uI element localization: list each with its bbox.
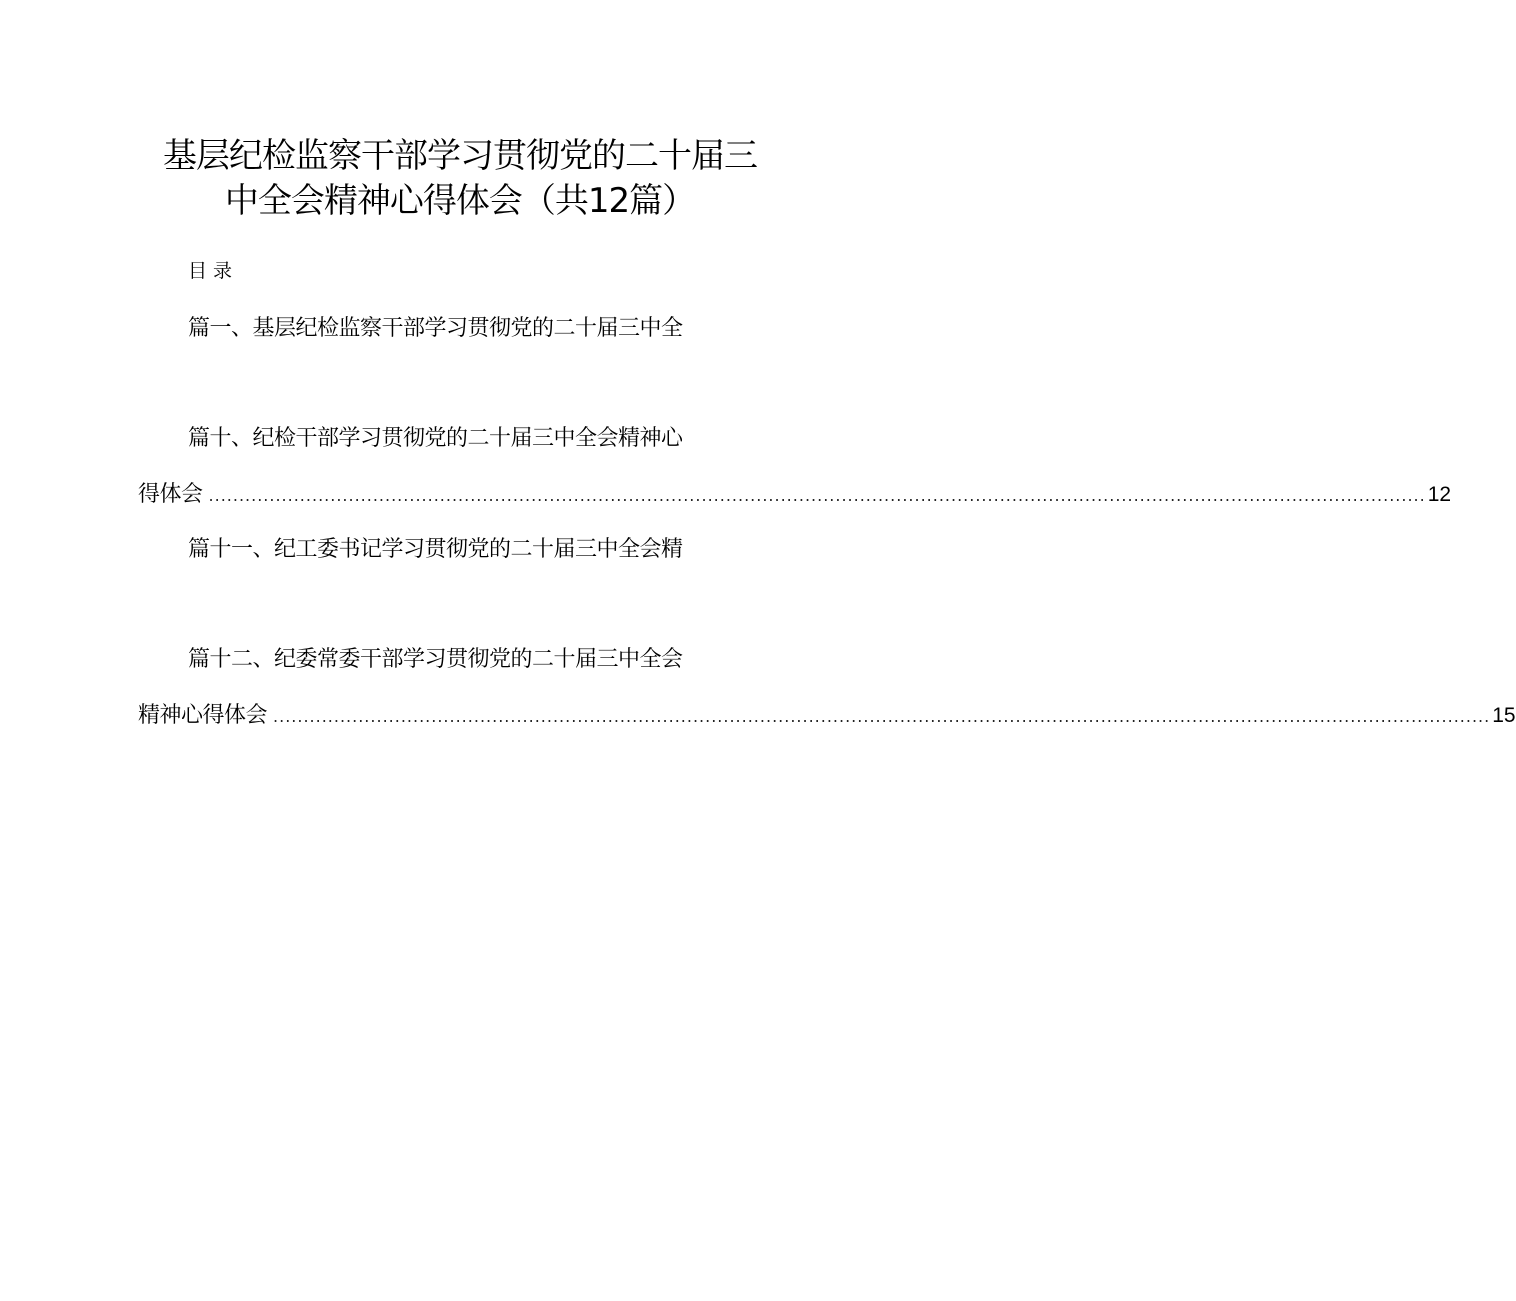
toc-entry-2-page-number: 12: [1427, 483, 1452, 506]
toc-entry-2-title-end: 得体会: [138, 482, 203, 507]
toc-entry-1-title[interactable]: 篇一、基层纪检监察干部学习贯彻党的二十届三中全: [188, 316, 683, 341]
toc-entry-2-continuation[interactable]: [138, 480, 1452, 511]
toc-heading: 目录: [188, 260, 239, 282]
toc-dot-leader: ........................................................................................................................................................................................................: [208, 486, 1426, 505]
toc-entry-2-title[interactable]: 篇十、纪检干部学习贯彻党的二十届三中全会精神心: [188, 426, 683, 451]
document-title-line-1: 基层纪检监察干部学习贯彻党的二十届三: [163, 136, 757, 176]
document-title-line-2: 中全会精神心得体会（共12篇）: [224, 181, 696, 221]
toc-entry-4-title[interactable]: 篇十二、纪委常委干部学习贯彻党的二十届三中全会: [188, 647, 683, 672]
toc-dot-leader: ........................................................................................................................................................................................................: [273, 707, 1491, 726]
toc-entry-4-page-number: 15: [1492, 704, 1516, 727]
toc-entry-4-title-end: 精神心得体会: [138, 703, 268, 728]
toc-entry-3-title[interactable]: 篇十一、纪工委书记学习贯彻党的二十届三中全会精: [188, 537, 683, 562]
toc-entry-4-continuation[interactable]: [138, 701, 1516, 732]
